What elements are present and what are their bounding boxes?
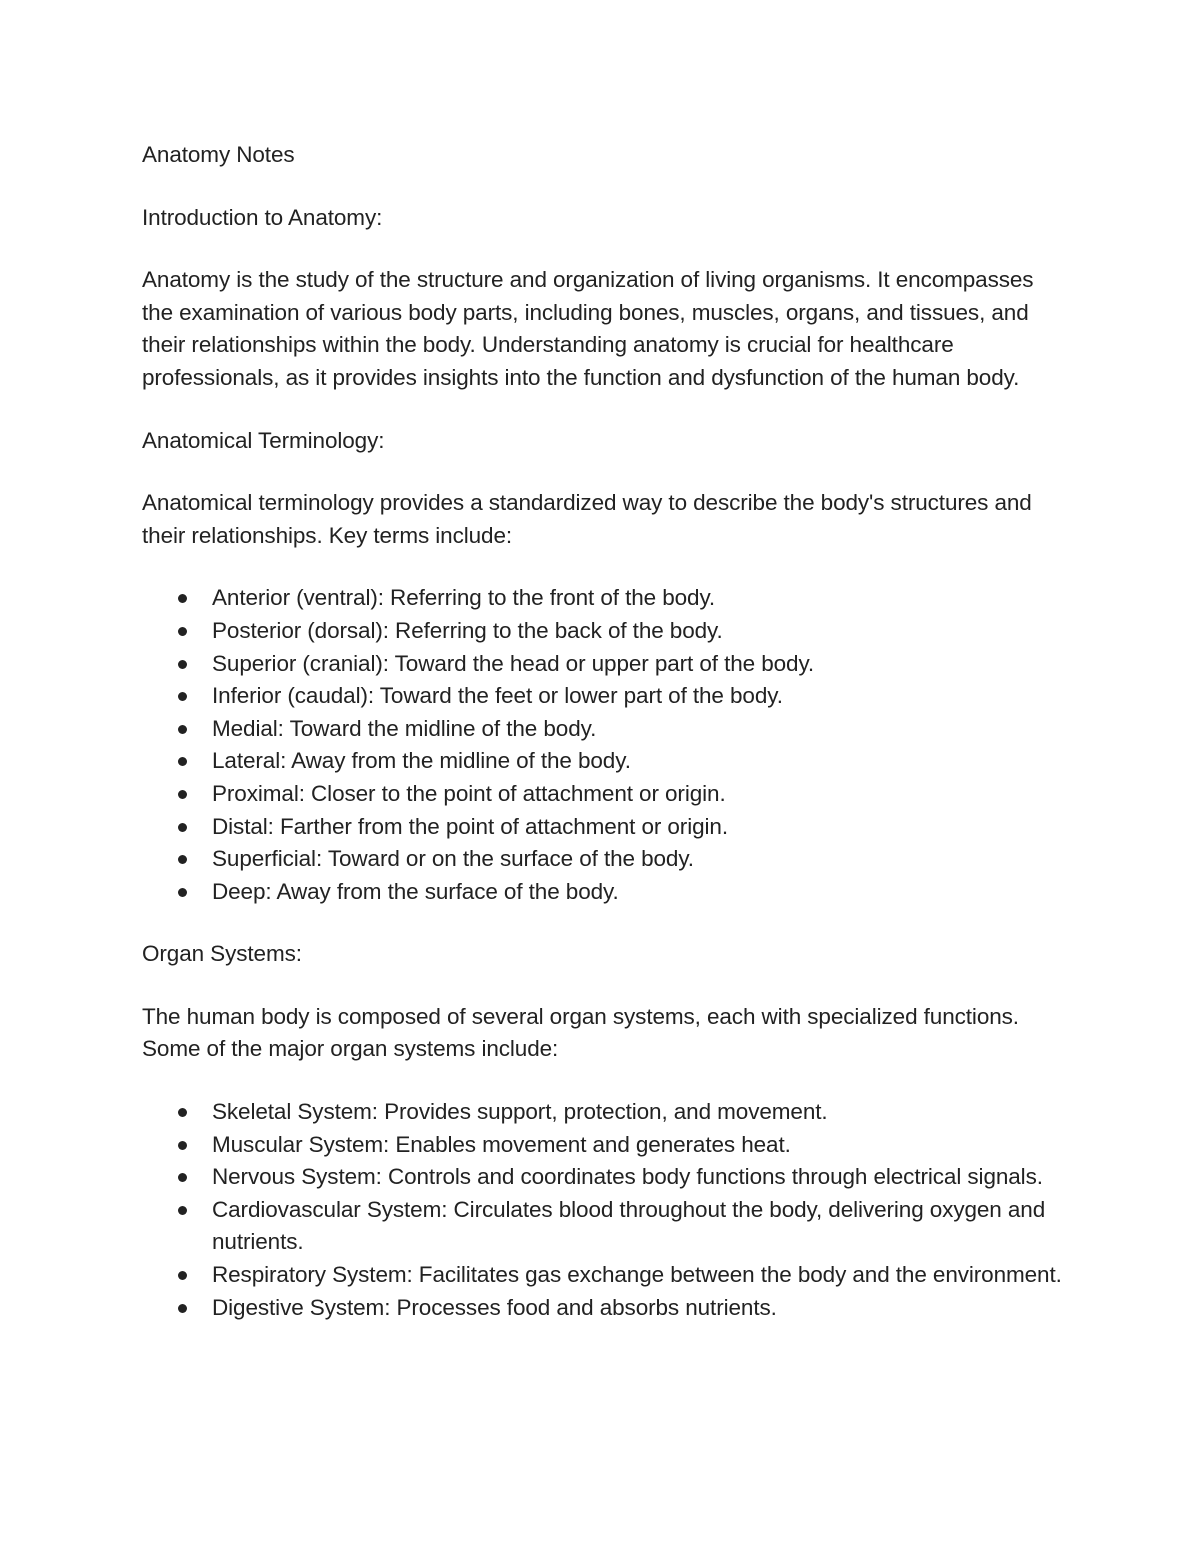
list-item [212, 1129, 1062, 1162]
list-item [212, 713, 1062, 746]
list-item [212, 876, 1062, 909]
list-item-text: Respiratory System: Facilitates gas exchange between the body and the environment. [212, 1262, 1062, 1288]
list-item [212, 648, 1062, 681]
document-body [142, 139, 1062, 1324]
list-item [212, 778, 1062, 811]
bullet-icon [178, 855, 187, 864]
document-title: Anatomy Notes [142, 142, 295, 167]
list-item-text: Medial: Toward the midline of the body. [212, 715, 597, 741]
organ-systems-list [142, 1096, 1062, 1324]
bullet-icon [178, 692, 187, 701]
list-item-text: Digestive System: Processes food and absorbs nutrients. [212, 1294, 777, 1320]
section-heading-terminology: Anatomical Terminology: [142, 427, 385, 453]
bullet-icon [178, 1271, 187, 1280]
list-item-text: Superior (cranial): Toward the head or upper part of the body. [212, 650, 815, 676]
list-item-text: Posterior (dorsal): Referring to the back of the body. [212, 617, 723, 643]
bullet-icon [178, 594, 187, 603]
bullet-icon [178, 1108, 187, 1117]
list-item-text: Lateral: Away from the midline of the body. [212, 748, 631, 774]
list-item-text: Anterior (ventral): Referring to the front of the body. [212, 585, 716, 611]
section-heading-introduction: Introduction to Anatomy: [142, 204, 383, 230]
bullet-icon [178, 627, 187, 636]
list-item [212, 1096, 1062, 1129]
bullet-icon [178, 757, 187, 766]
bullet-icon [178, 660, 187, 669]
list-item [212, 843, 1062, 876]
section-paragraph-introduction: Anatomy is the study of the structure and organization of living organisms. It encompasses the examination of various body parts, including bones, muscles, organs, and tissues, and their relationships within the body. Understanding anatomy is crucial for healthcare professionals, as it provides insights into the function and dysfunction of the human body. [142, 267, 1034, 390]
list-item [212, 1194, 1062, 1259]
section-heading-organ-systems: Organ Systems: [142, 941, 302, 967]
bullet-icon [178, 1141, 187, 1150]
terminology-list [142, 582, 1062, 908]
list-item-text: Inferior (caudal): Toward the feet or lower part of the body. [212, 683, 783, 709]
list-item [212, 615, 1062, 648]
list-item-text: Cardiovascular System: Circulates blood throughout the body, delivering oxygen and nutrients. [212, 1196, 1046, 1255]
list-item [212, 1259, 1062, 1292]
bullet-icon [178, 823, 187, 832]
bullet-icon [178, 725, 187, 734]
bullet-icon [178, 1304, 187, 1313]
list-item [212, 1292, 1062, 1325]
list-item-text: Nervous System: Controls and coordinates body functions through electrical signals. [212, 1164, 1043, 1190]
list-item [212, 582, 1062, 615]
list-item-text: Skeletal System: Provides support, protection, and movement. [212, 1099, 828, 1125]
list-item-text: Deep: Away from the surface of the body. [212, 878, 619, 904]
list-item [212, 1161, 1062, 1194]
list-item-text: Superficial: Toward or on the surface of the body. [212, 846, 694, 872]
bullet-icon [178, 1173, 187, 1182]
section-paragraph-terminology: Anatomical terminology provides a standardized way to describe the body's structures and their relationships. Key terms include: [142, 490, 1032, 548]
section-paragraph-organ-systems: The human body is composed of several organ systems, each with specialized functions. Some of the major organ systems include: [142, 1003, 1019, 1062]
bullet-icon [178, 888, 187, 897]
list-item-text: Distal: Farther from the point of attachment or origin. [212, 813, 728, 839]
bullet-icon [178, 790, 187, 799]
list-item-text: Proximal: Closer to the point of attachment or origin. [212, 780, 726, 806]
list-item [212, 745, 1062, 778]
list-item [212, 680, 1062, 713]
bullet-icon [178, 1206, 187, 1215]
list-item [212, 811, 1062, 844]
list-item-text: Muscular System: Enables movement and generates heat. [212, 1131, 791, 1157]
